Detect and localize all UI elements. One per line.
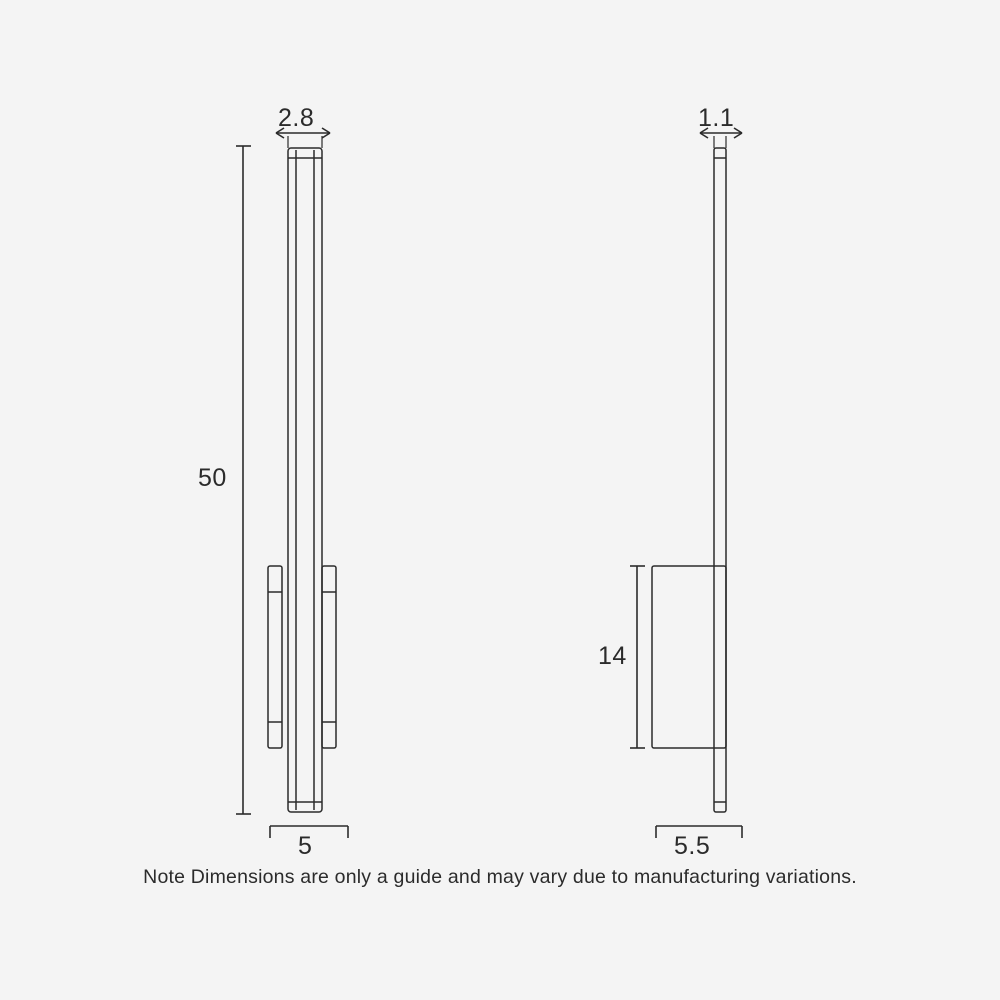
front-light-bar [288, 148, 322, 812]
dimension-label-front-top: 2.8 [278, 104, 315, 132]
side-bracket-dimension-line [630, 566, 645, 748]
front-top-extension-lines [288, 136, 322, 148]
front-mounting-bracket [268, 566, 336, 748]
side-top-extension-lines [714, 136, 726, 148]
dimensions-note: Note Dimensions are only a guide and may vary due to manufacturing variations. [143, 866, 857, 888]
side-light-bar [714, 148, 726, 812]
dimension-label-front-height: 50 [198, 464, 227, 492]
side-mounting-box [652, 566, 726, 748]
dimension-label-side-top: 1.1 [698, 104, 735, 132]
dimension-label-side-bottom: 5.5 [674, 832, 711, 860]
dimension-label-side-bracket-height: 14 [598, 642, 627, 670]
dimension-label-front-bottom: 5 [298, 832, 313, 860]
front-height-dimension-line [236, 146, 251, 814]
